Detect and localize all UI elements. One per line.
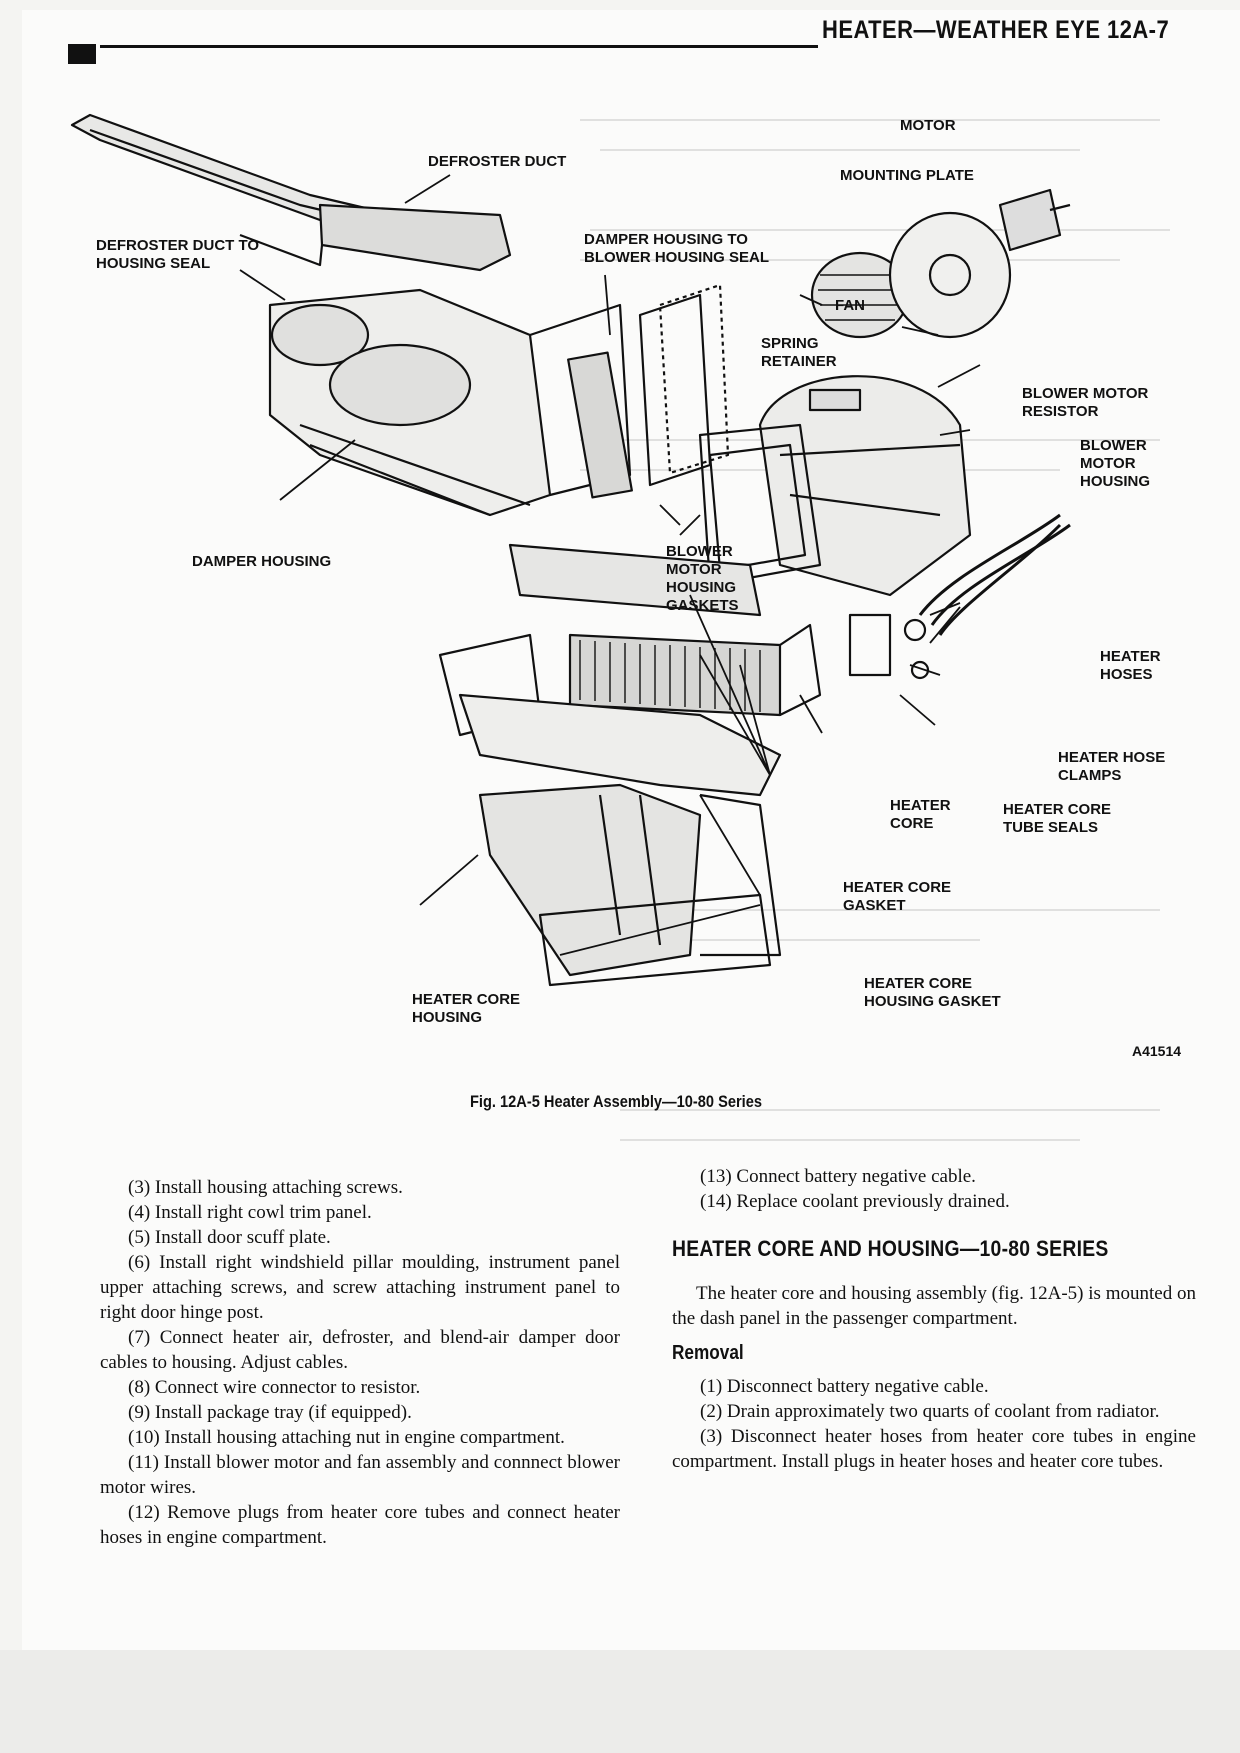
- removal-step-1: (1) Disconnect battery negative cable.: [700, 1376, 989, 1397]
- step-7: (7) Connect heater air, defroster, and blend-air damper door cables to housing. Adjust cables.: [100, 1327, 620, 1373]
- step-4: (4) Install right cowl trim panel.: [128, 1202, 372, 1223]
- scan-margin: [0, 1650, 1240, 1753]
- callout-heater-core-gasket: HEATER CORE GASKET: [843, 879, 952, 914]
- callout-blower-motor-housing: BLOWER MOTOR HOUSING: [1080, 437, 1151, 490]
- step-3: (3) Install housing attaching screws.: [128, 1177, 403, 1198]
- callout-blower-motor-resistor: BLOWER MOTOR RESISTOR: [1022, 385, 1149, 420]
- callout-defroster-seal: DEFROSTER DUCT TO HOUSING SEAL: [96, 237, 260, 272]
- step-9: (9) Install package tray (if equipped).: [128, 1402, 412, 1423]
- callout-spring-retainer: SPRING RETAINER: [761, 335, 837, 370]
- step-14: (14) Replace coolant previously drained.: [700, 1191, 1010, 1212]
- callout-heater-hose-clamps: HEATER HOSE CLAMPS: [1058, 749, 1166, 784]
- callout-heater-hoses: HEATER HOSES: [1100, 648, 1161, 683]
- callout-mounting-plate: MOUNTING PLATE: [840, 167, 974, 184]
- damper-housing-drawing: [270, 290, 632, 515]
- removal-step-3: (3) Disconnect heater hoses from heater core tubes in engine compartment. Install plugs in heater hoses and heater core tubes.: [672, 1426, 1196, 1472]
- step-5: (5) Install door scuff plate.: [128, 1227, 331, 1248]
- header-rule: [100, 45, 818, 48]
- callout-damper-blower-seal: DAMPER HOUSING TO BLOWER HOUSING SEAL: [584, 231, 770, 266]
- step-8: (8) Connect wire connector to resistor.: [128, 1377, 421, 1398]
- page-corner-mark: [68, 44, 96, 64]
- callout-heater-core-housing: HEATER CORE HOUSING: [412, 991, 521, 1026]
- blower-motor-housing-drawing: [700, 376, 970, 595]
- step-13: (13) Connect battery negative cable.: [700, 1166, 976, 1187]
- heater-core-housing-drawing: [460, 695, 780, 985]
- callout-motor: MOTOR: [900, 117, 956, 134]
- callout-fan: FAN: [835, 297, 865, 314]
- step-6: (6) Install right windshield pillar moulding, instrument panel upper attaching screws, and screw attaching instrument panel to right door hinge post.: [100, 1252, 620, 1323]
- right-text-column: [672, 1164, 1196, 1474]
- step-10: (10) Install housing attaching nut in engine compartment.: [128, 1427, 565, 1448]
- removal-subheading: Removal: [672, 1342, 744, 1364]
- page-header-title: HEATER—WEATHER EYE 12A-7: [822, 16, 1170, 44]
- callout-damper-housing: DAMPER HOUSING: [192, 553, 332, 570]
- figure-code: A41514: [1132, 1043, 1182, 1059]
- callout-heater-core-tube-seals: HEATER CORE TUBE SEALS: [1003, 801, 1112, 836]
- callout-heater-core: HEATER CORE: [890, 797, 951, 832]
- callout-defroster-duct: DEFROSTER DUCT: [428, 153, 567, 170]
- step-12: (12) Remove plugs from heater core tubes and connect heater hoses in engine compartment.: [100, 1502, 620, 1548]
- removal-step-2: (2) Drain approximately two quarts of coolant from radiator.: [700, 1401, 1160, 1422]
- left-text-column: [100, 1175, 620, 1550]
- callout-heater-core-housing-gasket: HEATER CORE HOUSING GASKET: [864, 975, 1001, 1010]
- section-heading: HEATER CORE AND HOUSING—10-80 SERIES: [672, 1236, 1109, 1261]
- figure-caption: Fig. 12A-5 Heater Assembly—10-80 Series: [470, 1092, 763, 1111]
- callout-blower-motor-housing-gaskets: BLOWER MOTOR HOUSING GASKETS: [666, 543, 739, 614]
- step-11: (11) Install blower motor and fan assembly and connnect blower motor wires.: [100, 1452, 620, 1498]
- heater-assembly-figure: [60, 95, 1190, 1059]
- section-intro: The heater core and housing assembly (fig. 12A-5) is mounted on the dash panel in the passenger compartment.: [672, 1283, 1196, 1329]
